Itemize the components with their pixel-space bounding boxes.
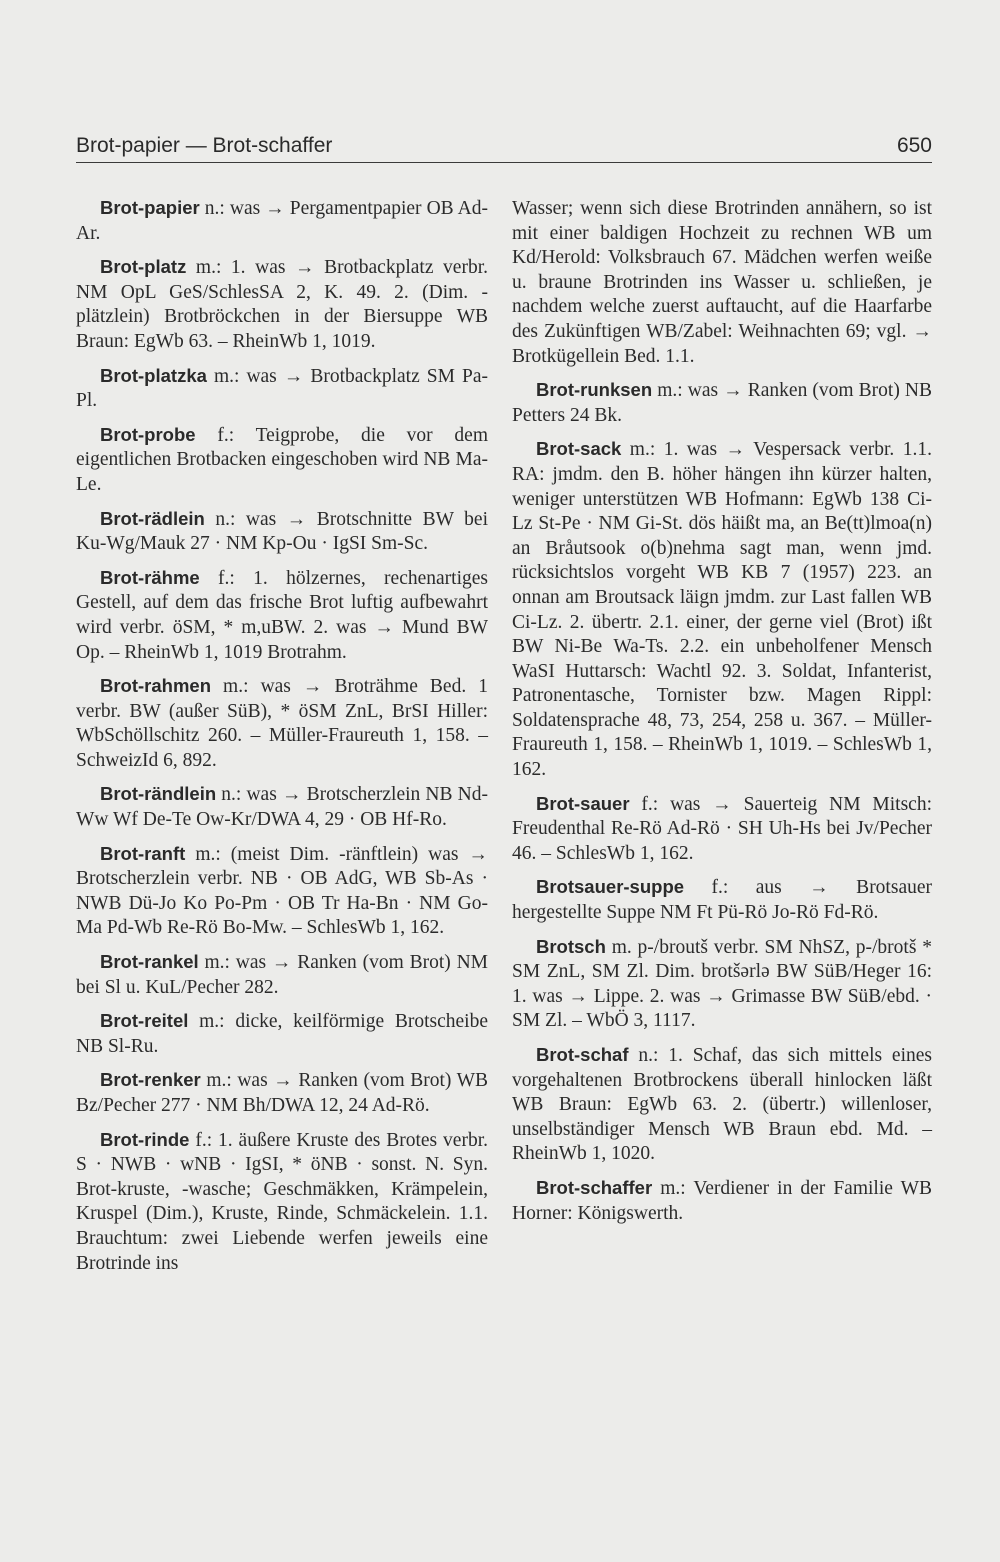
running-header [76,132,932,163]
entry-text: m.: was → Ranken (vom Brot) NM bei Sl u. KuL/Pecher 282. [76,952,488,998]
headword: Brot-probe [100,423,196,445]
dictionary-entry [76,507,488,557]
entry-text: m.: dicke, keilförmige Brotscheibe NB Sl-Ru. [76,1011,488,1057]
dictionary-entry [512,875,932,925]
entry-text: n.: was → Brotscherzlein NB Nd-Ww Wf De-Te Ow-Kr/DWA 4, 29 · OB Hf-Ro. [76,784,488,831]
dictionary-entry [76,1068,488,1118]
headword: Brot-renker [100,1069,201,1091]
page-number: 650 [896,134,932,157]
dictionary-entry [76,566,488,665]
entry-text: f.: Teigprobe, die vor dem eigentlichen Brotbacken eingeschoben wird NB Ma-Le. [76,424,488,495]
dictionary-entry [76,950,488,1000]
headword: Brot-schaf [536,1044,629,1065]
headword: Brot-papier [100,197,200,218]
dictionary-entry-continuation [512,196,932,369]
entry-text: n.: 1. Schaf, das sich mittels eines vorgehaltenen Brotbrockens überall hinlocken läßt WB Braun: EgWb 63. 2. (übertr.) willenloser, unselbständiger Mensch WB Braun ebd. Md. – RheinWb 1, 1020. [512,1045,932,1165]
left-column [76,196,488,1285]
headword: Brot-rankel [100,951,199,973]
headword: Brot-rahmen [100,675,212,697]
entry-text: Wasser; wenn sich diese Brotrinden annähern, so ist mit einer baldigen Hochzeit zu rechnen WB um Kd/Herold: Volksbrauch 67. Mädchen werfen weiße u. braune Brotrinden ins Wasser u. schließen, je nachdem welche zuerst auftaucht, auf die Haarfarbe des Zukünftigen WB/Zabel: Weihnachten 69; vgl. → Brotkügellein Bed. 1.1. [512,198,932,367]
entry-text: f.: 1. äußere Kruste des Brotes verbr. S · NWB · wNB · IgSI, * öNB · sonst. N. Syn. Brot-kruste, -wasche; Geschmäkken, Krämpelein, Kruspel (Dim.), Kruste, Rinde, Schmäckelein. 1.1. Brauchtum: zwei Liebende werfen jeweils eine Brotrinde ins [76,1129,488,1274]
headword: Brot-sack [536,438,622,460]
dictionary-entry [76,196,488,246]
dictionary-entry [76,674,488,773]
dictionary-entry [76,255,488,354]
dictionary-entry [76,1009,488,1059]
entry-text: f.: aus → Brotsauer hergestellte Suppe NM Ft Pü-Rö Jo-Rö Fd-Rö. [512,877,932,924]
headword: Brotsch [536,935,606,957]
right-column [512,196,932,1235]
dictionary-entry [76,1128,488,1277]
running-title: Brot-papier — Brot-schaffer [76,134,333,157]
entry-text: m.: was → Broträhme Bed. 1 verbr. BW (außer SüB), * öSM ZnL, BrSI Hiller: WbSchöllschitz 260. – Müller-Fraureuth 1, 158. – SchweizId 6, 892. [76,676,488,771]
entry-text: m.: Verdiener in der Familie WB Horner: Königswerth. [512,1177,932,1224]
headword: Brot-reitel [100,1010,189,1032]
headword: Brot-sauer [536,792,630,814]
dictionary-entry [512,437,932,782]
entry-text: m.: was → Ranken (vom Brot) NB Petters 24 Bk. [512,380,932,426]
dictionary-entry [76,782,488,832]
headword: Brot-platz [100,256,187,278]
entry-text: m. p-/broutš verbr. SM NhSZ, p-/brotš * SM ZnL, SM Zl. Dim. brotšərlə BW SüB/Heger 16: 1. was → Lippe. 2. was → Grimasse BW SüB/ebd. · SM Zl. – WbÖ 3, 1117. [512,936,932,1032]
entry-text: n.: was → Brotschnitte BW bei Ku-Wg/Mauk 27 · NM Kp-Ou · IgSI Sm-Sc. [76,508,488,555]
headword: Brot-runksen [536,379,653,401]
headword: Brotsauer-suppe [536,876,685,898]
dictionary-entry [512,378,932,428]
headword: Brot-rinde [100,1128,190,1150]
headword: Brot-platzka [100,364,207,386]
entry-text: f.: was → Sauerteig NM Mitsch: Freudenthal Re-Rö Ad-Rö · SH Uh-Hs bei Jv/Pecher 46. – SchlesWb 1, 162. [512,793,932,864]
dictionary-entry [512,1043,932,1167]
dictionary-entry [512,792,932,867]
entry-text: n.: was → Pergamentpapier OB Ad-Ar. [76,198,488,244]
entry-text: m.: (meist Dim. -ränftlein) was → Brotscherzlein verbr. NB · OB AdG, WB Sb-As · NWB Dü-Jo Ko Po-Pm · OB Tr Ha-Bn · NM Go-Ma Pd-Wb Re-Rö Bo-Mw. – SchlesWb 1, 162. [76,843,488,939]
entry-text: m.: was → Brotbackplatz SM Pa-Pl. [76,365,488,412]
dictionary-entry [76,842,488,941]
entry-text: f.: 1. hölzernes, rechenartiges Gestell, auf dem das frische Brot luftig aufbewahrt wird verbr. öSM, * m,uBW. 2. was → Mund BW Op. – RheinWb 1, 1019 Brotrahm. [76,567,488,663]
headword: Brot-schaffer [536,1176,653,1198]
entry-text: m.: 1. was → Vespersack verbr. 1.1. RA: jmdm. den B. höher hängen ihn kürzer halten, weniger unterstützen WB Hofmann: EgWb 138 Ci-Lz St-Pe · NM Gi-St. dös häißt ma, an Be(tt)lmoa(n) an Bråutsook o(b)nehma sagt man, wenn jmd. rücksichtslos vorgeht WB KB 7 (1957) 223. an onnan am Broutsack läign jmdm. zur Last fallen WB Ci-Lz. 2. übertr. 2.1. einer, der gerne viel (Brot) ißt BW Ni-Be Wa-Ts. 2.2. ein unbeholfener Mensch WaSI Huttarsch: Wachtl 92. 3. Soldat, Infanterist, Patronentasche, Tornister bzw. Magen Rippl: Soldatensprache 48, 73, 254, 258 u. 367. – Müller-Fraureuth 1, 158. – RheinWb 1, 1019. – SchlesWb 1, 162. [512,439,932,781]
dictionary-entry [76,423,488,498]
headword: Brot-rändlein [100,783,217,805]
dictionary-entry [512,1176,932,1226]
entry-text: m.: 1. was → Brotbackplatz verbr. NM OpL GeS/SchlesSA 2, K. 49. 2. (Dim. -plätzlein) Brotbröckchen in der Biersuppe WB Braun: EgWb 63. – RheinWb 1, 1019. [76,257,488,352]
headword: Brot-rädlein [100,507,205,529]
headword: Brot-rähme [100,566,200,588]
dictionary-entry [512,935,932,1034]
entry-text: m.: was → Ranken (vom Brot) WB Bz/Pecher 277 · NM Bh/DWA 12, 24 Ad-Rö. [76,1070,488,1116]
headword: Brot-ranft [100,842,186,864]
dictionary-entry [76,364,488,414]
